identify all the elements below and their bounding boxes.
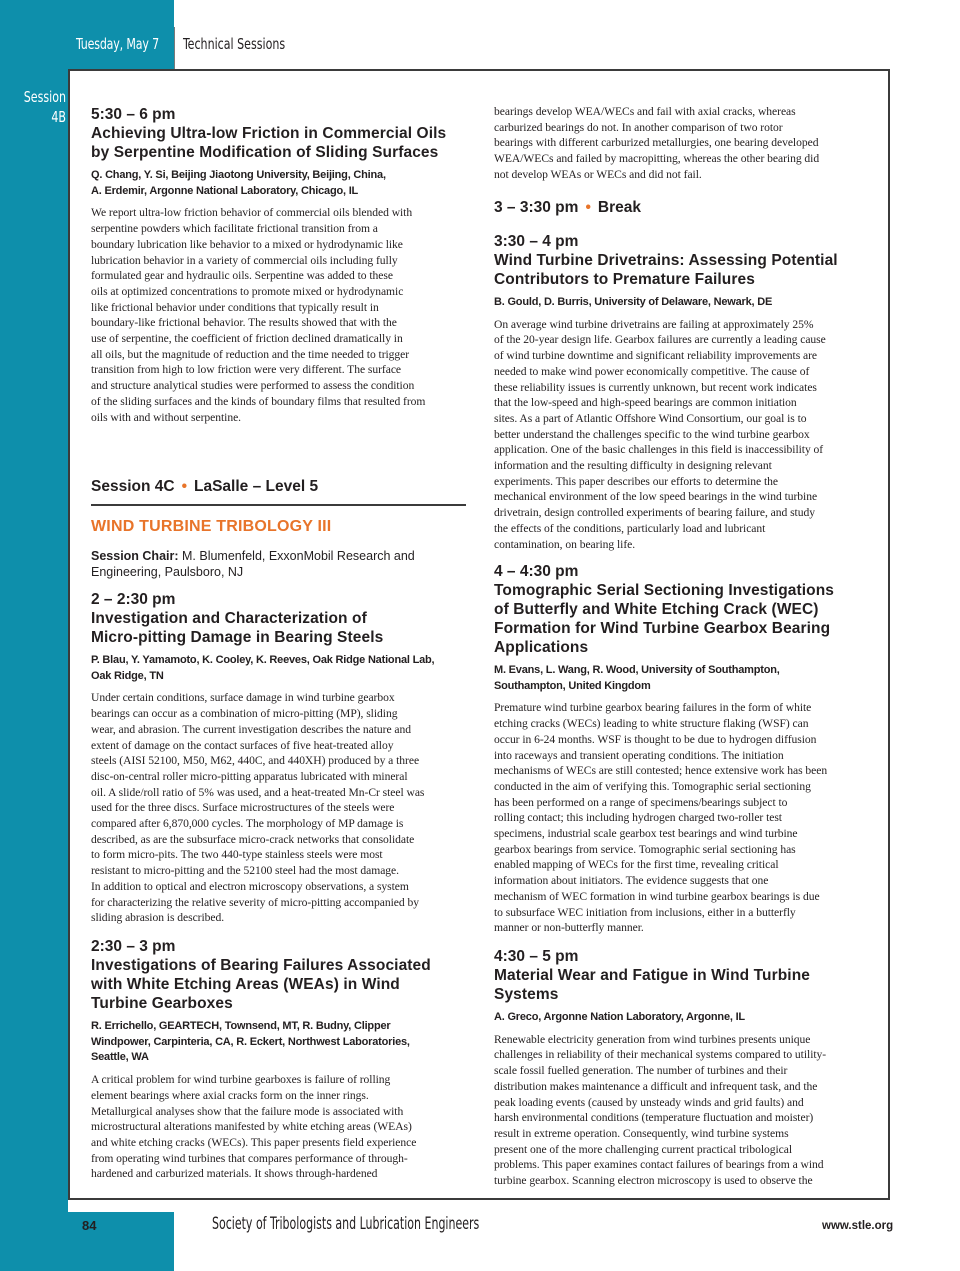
abstract-line: disc-on-central roller micro-pitting apparatus lubricated with mineral [91, 769, 408, 783]
abstract-line: like frictional behavior under conditions that typically result in [91, 300, 379, 314]
talk-authors [494, 295, 874, 311]
talk-title [494, 581, 874, 657]
talk-abstract [91, 1072, 466, 1182]
bullet-separator: • [585, 199, 591, 216]
abstract-line: Metallurgical analyses show that the failure mode is associated with [91, 1104, 404, 1118]
authors-line: Windpower, Carpinteria, CA, R. Eckert, Northwest Laboratories, [91, 1035, 410, 1048]
chair-label: Session Chair: [91, 549, 179, 563]
talk-abstract [91, 690, 466, 926]
authors-line: P. Blau, Y. Yamamoto, K. Cooley, K. Reeves, Oak Ridge National Lab, [91, 654, 435, 666]
abstract-line: wear, and abrasion. The current investigation describes the nature and [91, 722, 412, 736]
abstract-line: information about initiators. The evidence suggests that one [494, 874, 769, 888]
chair-line [91, 548, 466, 564]
abstract-line: lubrication behavior in a variety of commercial oils including fully [91, 253, 398, 267]
abstract-line: described, as are the subsurface micro-crack networks that consolidate [91, 832, 415, 846]
abstract-line: contamination, on bearing life. [494, 537, 636, 551]
track-title: WIND TURBINE TRIBOLOGY III [91, 518, 332, 535]
abstract-line: compared after 6,870,000 cycles. The morphology of MP damage is [91, 817, 404, 831]
abstract-line: better understand the challenges specific to the wind turbine gearbox [494, 427, 810, 441]
abstract-line: to subsurface WEC initiation from inclusions, either in a butterfly [494, 905, 796, 919]
title-line: Formation for Wind Turbine Gearbox Bearing [494, 620, 831, 637]
abstract-line: We report ultra-low friction behavior of commercial oils blended with [91, 206, 413, 220]
title-line: by Serpentine Modification of Sliding Surfaces [91, 144, 439, 161]
break-label: Break [597, 199, 641, 216]
abstract-line: sliding abrasion is described. [91, 911, 225, 925]
talk-time: 4 – 4:30 pm [494, 563, 579, 580]
title-line: Material Wear and Fatigue in Wind Turbine [494, 967, 810, 984]
abstract-line: challenges in reliability of their mechanical systems compared to utility- [494, 1048, 827, 1062]
abstract-line: scale fossil fuelled generation. The number of turbines and their [494, 1064, 788, 1078]
abstract-line: gearbox bearings from service. Tomographic serial sectioning has [494, 842, 796, 856]
abstract-line: steels (AISI 52100, M50, M62, 440C, and 440XH) produced by a three [91, 754, 420, 768]
talk-abstract [91, 205, 466, 425]
authors-line: M. Evans, L. Wang, R. Wood, University of Southampton, [494, 664, 780, 676]
abstract-line: present one of the more challenging current practical tribological [494, 1142, 793, 1156]
abstract-line: Renewable electricity generation from wind turbines presents unique [494, 1032, 811, 1046]
talk-title [494, 966, 874, 1004]
authors-line: A. Erdemir, Argonne National Laboratory, Chicago, IL [91, 184, 359, 197]
session-tab-code: 4B [51, 108, 66, 126]
continued-abstract [494, 104, 874, 183]
abstract-line: microstructural alterations manifested by white etching areas (WEAs) [91, 1120, 412, 1134]
abstract-line: manner or non-butterfly manner. [494, 921, 644, 935]
abstract-line: to form micro-pits. The two 440-type stainless steels were most [91, 848, 383, 862]
chair-name: M. Blumenfeld, ExxonMobil Research and [178, 549, 415, 563]
abstract-line: experiments. This paper describes our efforts to determine the [494, 474, 778, 488]
abstract-line: used for the three discs. Surface microstructures of the steels were [91, 801, 395, 815]
title-line: of Butterfly and White Etching Crack (WEC) [494, 601, 819, 618]
abstract-line: specimens, industrial scale gearbox test bearings and wind turbine [494, 827, 798, 841]
talk-abstract [494, 1032, 874, 1189]
abstract-line: of the 20-year design life. Gearbox failures are currently a leading cause [494, 333, 826, 347]
abstract-line: In addition to optical and electron microscopy observations, a system [91, 879, 409, 893]
abstract-line: transition from high to low friction were very different. The surface [91, 363, 402, 377]
abstract-line: oils at optimized concentrations to promote mixed or hydrodynamic [91, 284, 404, 298]
break-line [494, 198, 874, 217]
abstract-line: bearings develop WEA/WECs and fail with axial cracks, whereas [494, 105, 796, 118]
title-line: Achieving Ultra-low Friction in Commercial Oils [91, 125, 447, 142]
abstract-line: the effects of the conditions, particularly load and lubricant [494, 521, 766, 535]
title-line: with White Etching Areas (WEAs) in Wind [91, 976, 400, 993]
authors-line: Oak Ridge, TN [91, 669, 164, 682]
abstract-line: has been performed on a range of specimens/bearings subject to [494, 795, 788, 809]
session-header [91, 477, 466, 580]
talk-title [494, 251, 874, 289]
abstract-line: oils with and without serpentine. [91, 410, 242, 424]
authors-line: Q. Chang, Y. Si, Beijing Jiaotong University, Beijing, China, [91, 169, 386, 181]
abstract-line: bearings with different carburized metallurgies, one bearing developed [494, 136, 819, 150]
page-header [0, 0, 960, 69]
abstract-line: serpentine powders which facilitate frictional transition from a [91, 222, 378, 236]
session-heading [91, 477, 466, 496]
title-line: Applications [494, 639, 589, 656]
abstract-line: into raceways and transient operating conditions. The initiation [494, 748, 784, 762]
abstract-line: enabled mapping of WECs for the first time, revealing critical [494, 858, 779, 872]
abstract-line: sites. As a part of Atlantic Offshore Wind Consortium, our goal is to [494, 411, 807, 425]
title-line: Investigations of Bearing Failures Associated [91, 957, 431, 974]
abstract-line: peak loading events (caused by unsteady winds and grid faults) and [494, 1095, 804, 1109]
abstract-line: conducted in the aim of verifying this. Tomographic serial sectioning [494, 779, 811, 793]
talk-time: 5:30 – 6 pm [91, 106, 176, 123]
title-line: Wind Turbine Drivetrains: Assessing Potential [494, 252, 838, 269]
abstract-line: oil. A slide/roll ratio of 5% was used, and a heat-treated Mn-Cr steel was [91, 785, 425, 799]
abstract-line: hardened and carburized materials. It shows through-hardened [91, 1167, 378, 1181]
talk-time: 2 – 2:30 pm [91, 591, 176, 608]
session-chair [91, 548, 466, 580]
authors-line: A. Greco, Argonne Nation Laboratory, Argonne, IL [494, 1011, 745, 1023]
talk-block [91, 937, 466, 1182]
talk-authors [494, 1010, 874, 1026]
break-time: 3 – 3:30 pm [494, 199, 579, 216]
title-line: Micro-pitting Damage in Bearing Steels [91, 629, 384, 646]
title-line: Systems [494, 986, 559, 1003]
talk-authors [91, 1019, 466, 1066]
abstract-line: boundary-like frictional behavior. The results showed that with the [91, 316, 397, 330]
talk-authors [91, 653, 466, 684]
session-tab [14, 87, 66, 127]
session-name: Session 4C [91, 478, 175, 495]
talk-abstract [494, 700, 874, 936]
authors-line: B. Gould, D. Burris, University of Delaware, Newark, DE [494, 296, 773, 308]
abstract-line: mechanisms of WECs are still contested; hence extensive work has been [494, 764, 828, 778]
abstract-line: harsh environmental conditions (temperature fluctuation and moister) [494, 1111, 814, 1125]
abstract-line: boundary lubrication like behavior to a mixed or hydrodynamic like [91, 237, 403, 251]
talk-time: 3:30 – 4 pm [494, 233, 579, 250]
abstract-line: etching cracks (WECs) leading to white structure flaking (WSF) can [494, 717, 809, 731]
session-divider [91, 504, 466, 506]
header-section: Technical Sessions [183, 35, 286, 53]
abstract-line: element bearings where axial cracks form on the inner rings. [91, 1088, 369, 1102]
talk-block [494, 947, 874, 1189]
abstract-line: of wind turbine downtime and significant reliability improvements are [494, 349, 818, 363]
abstract-line: formulated gear and hydraulic oils. Serpentine was added to these [91, 269, 393, 283]
abstract-line: and white etching cracks (WECs). This paper presents field experience [91, 1135, 417, 1149]
abstract-line: problems. This paper examines contact failures of bearings from a wind [494, 1158, 824, 1172]
abstract-line: for characterizing the relative severity of micro-pitting accompanied by [91, 895, 419, 909]
title-line: Contributors to Premature Failures [494, 271, 755, 288]
footer-url[interactable]: www.stle.org [822, 1220, 894, 1232]
content-frame [68, 69, 890, 1200]
talk-title [91, 124, 466, 162]
abstract-line: application. One of the basic challenges in this field is inaccessibility of [494, 443, 824, 457]
abstract-line: from operating wind turbines that compares performance of through- [91, 1151, 408, 1165]
break-block [494, 198, 874, 217]
talk-title [91, 609, 466, 647]
talk-block [91, 105, 466, 425]
abstract-line: On average wind turbine drivetrains are failing at approximately 25% [494, 317, 814, 331]
abstract-line: distribution makes maintenance a difficult and infrequent task, and the [494, 1079, 818, 1093]
page-number: 84 [82, 1218, 97, 1233]
authors-line: R. Errichello, GEARTECH, Townsend, MT, R. Budny, Clipper [91, 1020, 391, 1032]
abstract-line: of the sliding surfaces and the kinds of boundary films that resulted from [91, 394, 426, 408]
talk-time: 2:30 – 3 pm [91, 938, 176, 955]
abstract-line: result in extreme operation. Consequently, wind turbine systems [494, 1126, 789, 1140]
abstract-line: extent of damage on the contact surfaces of five heat-treated alloy [91, 738, 394, 752]
abstract-line: information and the resulting difficulty in designing relevant [494, 459, 772, 473]
chair-line: Engineering, Paulsboro, NJ [91, 565, 244, 579]
abstract-line: rolling contact; this including hydrogen charged two-roller test [494, 811, 782, 825]
abstract-line: all oils, but the magnitude of reduction and the time needed to trigger [91, 347, 410, 361]
talk-block [91, 590, 466, 926]
talk-block [494, 232, 874, 552]
talk-title [91, 956, 466, 1013]
talk-authors [494, 663, 874, 694]
abstract-line: bearings can occur as a combination of micro-pitting (MP), sliding [91, 707, 398, 721]
abstract-line: resistant to micro-pitting and the 52100 steel had the most damage. [91, 864, 400, 878]
abstract-line: and structure analytical studies were performed to assess the condition [91, 379, 415, 393]
talk-abstract [494, 104, 874, 183]
abstract-line: carburized bearings do not. In another comparison of two rotor [494, 120, 783, 134]
title-line: Tomographic Serial Sectioning Investigations [494, 582, 835, 599]
abstract-line: WEA/WECs and failed by macropitting, whereas the other bearing did [494, 152, 820, 166]
abstract-line: Premature wind turbine gearbox bearing failures in the form of white [494, 701, 812, 715]
abstract-line: mechanical environment of the low speed bearings in the wind turbine [494, 490, 818, 504]
society-name: Society of Tribologists and Lubrication Engineers [212, 1214, 480, 1234]
session-tab-label: Session [23, 88, 66, 106]
header-day: Tuesday, May 7 [76, 35, 159, 53]
talk-authors [91, 168, 466, 199]
abstract-line: drivetrain, design controlled experiments of bearing failure, and study [494, 506, 815, 520]
talk-block [494, 562, 874, 936]
bullet-separator: • [181, 478, 187, 495]
abstract-line: turbine gearbox. Scanning electron microscopy is used to observe the [494, 1174, 813, 1188]
abstract-line: these reliability issues is currently unknown, but recent work indicates [494, 380, 817, 394]
abstract-line: Under certain conditions, surface damage in wind turbine gearbox [91, 691, 395, 705]
abstract-line: use of serpentine, the coefficient of friction declined dramatically in [91, 332, 403, 346]
abstract-line: needed to make wind power economically competitive. The cause of [494, 364, 810, 378]
title-line: Turbine Gearboxes [91, 995, 233, 1012]
talk-time: 4:30 – 5 pm [494, 948, 579, 965]
authors-line: Southampton, United Kingdom [494, 679, 651, 692]
header-divider [174, 27, 175, 69]
title-line: Investigation and Characterization of [91, 610, 367, 627]
abstract-line: not develop WEAs or WECs and did not fail. [494, 167, 702, 181]
talk-abstract [494, 317, 874, 553]
session-room: LaSalle – Level 5 [194, 478, 319, 495]
abstract-line: occur in 6-24 months. WSF is thought to be due to hydrogen diffusion [494, 732, 817, 746]
authors-line: Seattle, WA [91, 1051, 149, 1064]
abstract-line: A critical problem for wind turbine gearboxes is failure of rolling [91, 1073, 391, 1087]
abstract-line: mechanism of WEC formation in wind turbine gearbox bearings is due [494, 889, 820, 903]
abstract-line: that the low-speed and high-speed bearings are common initiation [494, 396, 797, 410]
